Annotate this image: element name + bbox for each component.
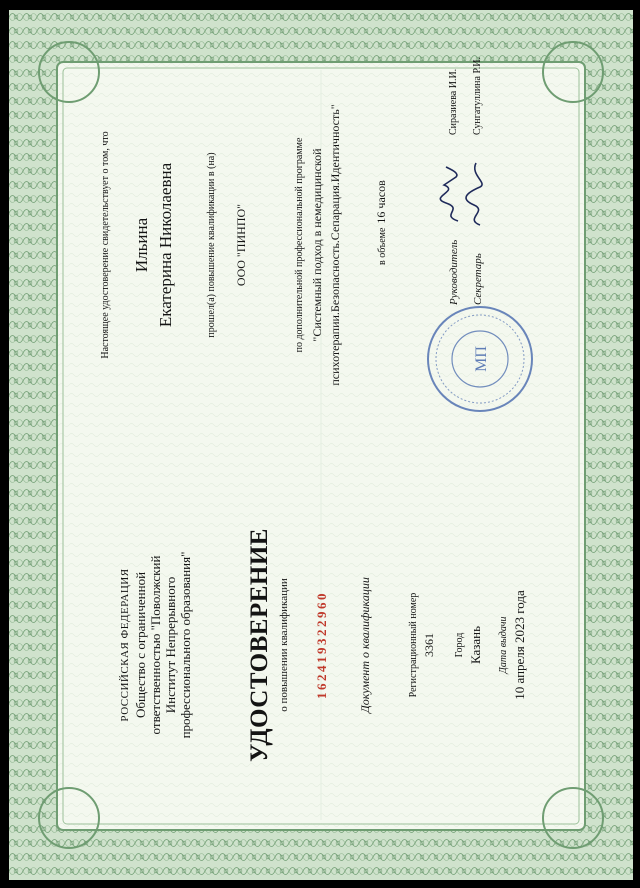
city-value: Казань — [468, 625, 483, 665]
hours-block — [374, 180, 389, 265]
holder-surname: Ильина — [132, 217, 151, 273]
registration-number: 3361 — [422, 633, 436, 657]
city-label: Город — [454, 632, 465, 658]
secretary-role-label: Секретарь — [472, 253, 484, 305]
holder-given-names: Екатерина Николаевна — [156, 162, 175, 328]
document-number: 162419322960 — [314, 591, 329, 699]
document-subtitle: о повышении квалификации — [278, 578, 290, 712]
hours-value: 16 часов — [374, 180, 388, 224]
certificate-scan — [9, 10, 633, 880]
registration-label: Регистрационный номер — [408, 592, 419, 698]
program-title-line-1: "Системный подход в немедицинской — [310, 148, 324, 342]
official-seal-icon — [424, 303, 536, 415]
training-organization: ООО "ПИНПО" — [234, 203, 248, 287]
program-title-line-2: психотерапии.Безопасность.Сепарация.Идентичность" — [328, 104, 342, 386]
issuer-country: РОССИЙСКАЯ ФЕДЕРАЦИЯ — [119, 568, 131, 722]
head-name: Сиразиева И.И. — [448, 68, 459, 135]
completion-statement: прошел(а) повышение квалификации в (на) — [206, 152, 217, 338]
secretary-name: Сунгатуллина Р.И. — [472, 56, 483, 135]
head-role-label: Руководитель — [448, 239, 460, 305]
secretary-signature-icon — [462, 159, 492, 229]
certificate-content — [76, 56, 566, 825]
program-label: по дополнительной профессиональной программе — [294, 137, 305, 353]
document-type: Документ о квалификации — [358, 577, 372, 713]
issuer-name-line-2: ответственностью "Поволжский — [148, 555, 163, 735]
issuer-name-line-1: Общество с ограниченной — [133, 571, 148, 719]
issuer-block — [118, 495, 193, 795]
issuer-name-line-4: профессионального образования" — [178, 551, 193, 739]
document-title: УДОСТОВЕРЕНИЕ — [246, 528, 273, 762]
issue-date-label: Дата выдачи — [498, 616, 509, 674]
hours-label: в объеме — [377, 227, 388, 265]
issuer-name-line-3: Институт Непрерывного — [163, 576, 178, 714]
issue-date-value: 10 апреля 2023 года — [512, 590, 527, 700]
seal-text: МП — [473, 346, 490, 372]
intro-text: Настоящее удостоверение свидетельствует о том, что — [100, 131, 111, 359]
